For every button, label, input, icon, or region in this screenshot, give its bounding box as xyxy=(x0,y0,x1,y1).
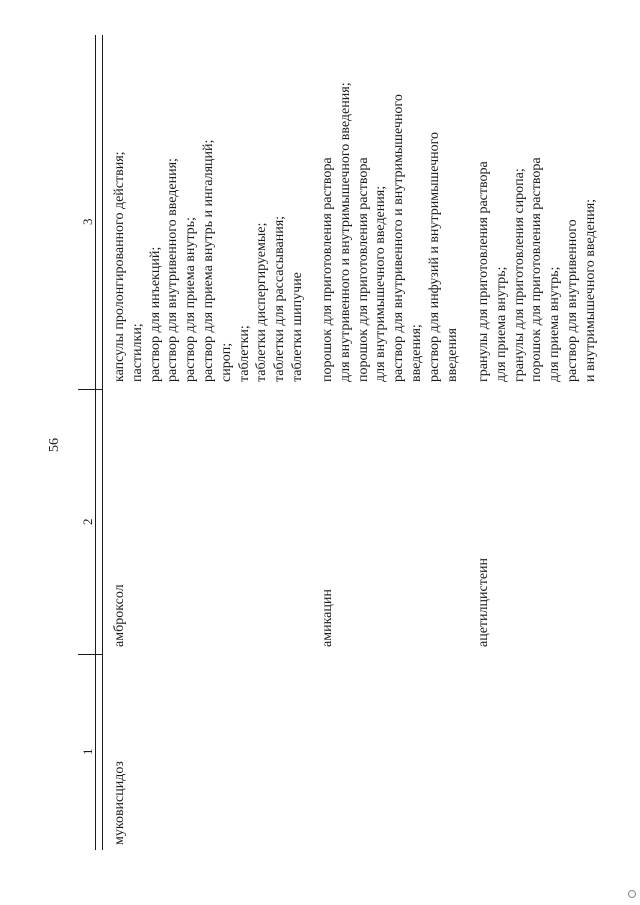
dosage-form-line: введения xyxy=(444,328,460,382)
dosage-form-line: гранулы для приготовления раствора xyxy=(476,161,491,382)
column-divider-2 xyxy=(78,389,102,390)
dosage-form-line: введения; xyxy=(408,324,424,382)
column-divider-1 xyxy=(78,654,102,655)
dosage-form-line: порошок для приготовления раствора xyxy=(320,157,335,382)
dosage-form-line: раствор для внутривенного введения; xyxy=(165,158,181,382)
dosage-forms-cell xyxy=(319,82,461,382)
table-top-rule xyxy=(95,35,96,850)
drug-cell: ацетилцистеин xyxy=(476,557,491,647)
dosage-form-line: раствор для внутривенного xyxy=(564,219,580,382)
dosage-form-line: для внутривенного и внутримышечного введения; xyxy=(337,82,353,382)
scan-corner-mark xyxy=(628,890,636,898)
disease-cell: муковисцидоз xyxy=(112,761,127,845)
dosage-form-line: раствор для внутривенного и внутримышечного xyxy=(391,94,407,382)
drug-cell: амброксол xyxy=(112,584,127,647)
dosage-form-line: раствор для инъекций; xyxy=(147,246,163,382)
header-bottom-rule xyxy=(102,35,103,850)
dosage-form-line: таблетки для рассасывания; xyxy=(272,215,288,382)
dosage-form-line: пастилки; xyxy=(129,323,145,382)
dosage-form-line: таблетки шипучие xyxy=(289,272,305,382)
dosage-form-line: для внутримышечного введения; xyxy=(373,185,389,382)
dosage-form-line: сироп; xyxy=(218,342,234,382)
dosage-form-line: капсулы пролонгированного действия; xyxy=(112,151,127,382)
dosage-form-line: раствор для инфузий и внутримышечного xyxy=(426,131,442,382)
drug-cell: амикацин xyxy=(320,589,335,647)
dosage-form-line: таблетки; xyxy=(236,325,252,382)
header-col-1: 1 xyxy=(80,748,95,755)
dosage-form-line: для приема внутрь; xyxy=(493,266,509,382)
dosage-form-line: и внутримышечного введения; xyxy=(582,198,598,382)
dosage-form-line: раствор для приема внутрь; xyxy=(183,217,199,382)
page-number: 56 xyxy=(47,438,62,452)
header-col-3: 3 xyxy=(80,218,95,225)
dosage-form-line: гранулы для приготовления сиропа; xyxy=(511,168,527,382)
dosage-forms-cell xyxy=(111,140,307,382)
dosage-form-line: таблетки диспергируемые; xyxy=(254,222,270,382)
dosage-forms-cell xyxy=(475,157,600,382)
dosage-form-line: раствор для приема внутрь и ингаляций; xyxy=(200,139,216,382)
dosage-form-line: порошок для приготовления раствора xyxy=(355,157,371,382)
dosage-form-line: для приема внутрь; xyxy=(547,266,563,382)
header-col-2: 2 xyxy=(80,518,95,525)
dosage-form-line: порошок для приготовления раствора xyxy=(529,157,545,382)
